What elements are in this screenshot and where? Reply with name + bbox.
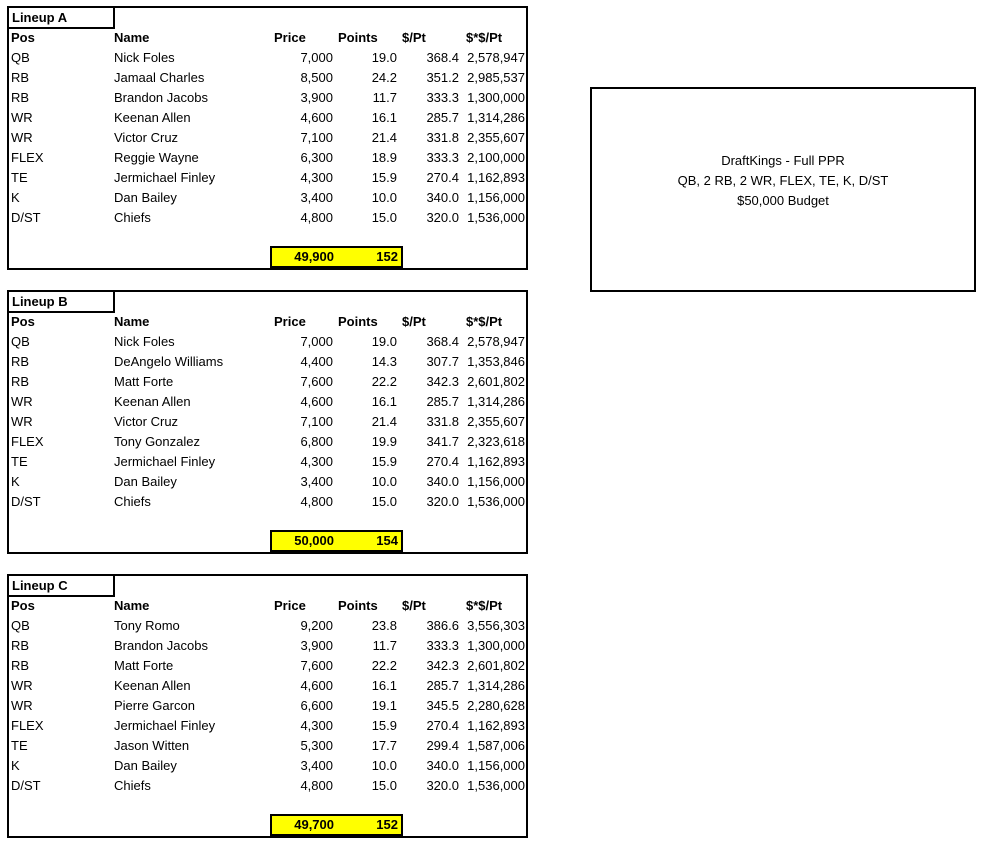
cell-pos: TE bbox=[11, 738, 28, 753]
cell-pos: WR bbox=[11, 130, 33, 145]
cell-sdp: 1,353,846 bbox=[467, 354, 525, 369]
table-row bbox=[7, 756, 528, 776]
cell-points: 10.0 bbox=[371, 758, 397, 773]
cell-dpp: 340.0 bbox=[426, 190, 459, 205]
cell-sdp: 2,601,802 bbox=[467, 658, 525, 673]
cell-price: 7,000 bbox=[300, 334, 333, 349]
lineup-table bbox=[7, 290, 528, 554]
cell-name: Dan Bailey bbox=[114, 190, 177, 205]
cell-name: Jermichael Finley bbox=[114, 170, 216, 185]
header-price: Price bbox=[274, 598, 306, 613]
cell-price: 5,300 bbox=[300, 738, 333, 753]
cell-sdp: 2,355,607 bbox=[467, 130, 525, 145]
cell-price: 4,300 bbox=[300, 718, 333, 733]
cell-points: 21.4 bbox=[371, 414, 397, 429]
cell-price: 4,400 bbox=[300, 354, 333, 369]
cell-sdp: 1,314,286 bbox=[467, 394, 525, 409]
header-price: Price bbox=[274, 314, 306, 329]
cell-name: Keenan Allen bbox=[114, 110, 191, 125]
cell-name: Jermichael Finley bbox=[114, 454, 216, 469]
cell-pos: QB bbox=[11, 618, 30, 633]
cell-sdp: 1,314,286 bbox=[467, 678, 525, 693]
cell-price: 3,400 bbox=[300, 758, 333, 773]
cell-points: 22.2 bbox=[371, 374, 397, 389]
cell-price: 7,600 bbox=[300, 374, 333, 389]
cell-pos: RB bbox=[11, 658, 30, 673]
cell-price: 4,800 bbox=[300, 778, 333, 793]
cell-dpp: 333.3 bbox=[426, 150, 459, 165]
cell-price: 7,000 bbox=[300, 50, 333, 65]
header-dollar-per-pt: $/Pt bbox=[402, 598, 426, 613]
cell-pos: RB bbox=[11, 354, 30, 369]
cell-sdp: 2,323,618 bbox=[467, 434, 525, 449]
cell-sdp: 1,536,000 bbox=[467, 778, 525, 793]
cell-dpp: 342.3 bbox=[426, 658, 459, 673]
cell-sdp: 2,280,628 bbox=[467, 698, 525, 713]
cell-points: 18.9 bbox=[371, 150, 397, 165]
cell-sdp: 1,300,000 bbox=[467, 638, 525, 653]
cell-price: 4,800 bbox=[300, 210, 333, 225]
cell-dpp: 342.3 bbox=[426, 374, 459, 389]
cell-pos: WR bbox=[11, 414, 33, 429]
cell-sdp: 2,100,000 bbox=[467, 150, 525, 165]
cell-sdp: 1,536,000 bbox=[467, 494, 525, 509]
table-row bbox=[7, 696, 528, 716]
table-row bbox=[7, 412, 528, 432]
cell-name: Tony Gonzalez bbox=[114, 434, 200, 449]
lineup-title: Lineup C bbox=[7, 574, 115, 597]
cell-sdp: 1,536,000 bbox=[467, 210, 525, 225]
table-row bbox=[7, 148, 528, 168]
total-price: 49,900 bbox=[294, 249, 334, 264]
table-row bbox=[7, 432, 528, 452]
cell-pos: WR bbox=[11, 110, 33, 125]
cell-name: Dan Bailey bbox=[114, 758, 177, 773]
cell-name: Victor Cruz bbox=[114, 130, 179, 145]
cell-points: 15.0 bbox=[371, 494, 397, 509]
cell-sdp: 1,162,893 bbox=[467, 170, 525, 185]
cell-dpp: 331.8 bbox=[426, 414, 459, 429]
cell-dpp: 285.7 bbox=[426, 394, 459, 409]
lineup-title: Lineup A bbox=[7, 6, 115, 29]
header-points: Points bbox=[338, 314, 378, 329]
cell-name: Pierre Garcon bbox=[114, 698, 195, 713]
cell-dpp: 340.0 bbox=[426, 474, 459, 489]
cell-pos: WR bbox=[11, 678, 33, 693]
header-dollar-sq-per-pt: $*$/Pt bbox=[466, 598, 503, 613]
cell-price: 4,600 bbox=[300, 110, 333, 125]
cell-price: 6,800 bbox=[300, 434, 333, 449]
cell-points: 23.8 bbox=[371, 618, 397, 633]
cell-price: 3,900 bbox=[300, 638, 333, 653]
cell-points: 22.2 bbox=[371, 658, 397, 673]
cell-name: Tony Romo bbox=[114, 618, 180, 633]
cell-dpp: 270.4 bbox=[426, 454, 459, 469]
cell-sdp: 1,156,000 bbox=[467, 474, 525, 489]
table-row bbox=[7, 168, 528, 188]
cell-sdp: 1,162,893 bbox=[467, 718, 525, 733]
lineup-table bbox=[7, 6, 528, 270]
cell-points: 19.9 bbox=[371, 434, 397, 449]
cell-pos: WR bbox=[11, 698, 33, 713]
total-price: 49,700 bbox=[294, 817, 334, 832]
cell-dpp: 368.4 bbox=[426, 50, 459, 65]
cell-points: 16.1 bbox=[371, 678, 397, 693]
cell-price: 7,600 bbox=[300, 658, 333, 673]
cell-pos: QB bbox=[11, 50, 30, 65]
cell-name: Jermichael Finley bbox=[114, 718, 216, 733]
cell-points: 10.0 bbox=[371, 190, 397, 205]
cell-name: Chiefs bbox=[114, 210, 151, 225]
lineup-table bbox=[7, 574, 528, 838]
cell-price: 4,600 bbox=[300, 678, 333, 693]
cell-sdp: 2,985,537 bbox=[467, 70, 525, 85]
cell-pos: D/ST bbox=[11, 494, 41, 509]
header-name: Name bbox=[114, 314, 150, 329]
cell-points: 16.1 bbox=[371, 110, 397, 125]
cell-points: 24.2 bbox=[371, 70, 397, 85]
cell-price: 9,200 bbox=[300, 618, 333, 633]
cell-pos: D/ST bbox=[11, 210, 41, 225]
table-row bbox=[7, 188, 528, 208]
table-row bbox=[7, 492, 528, 512]
cell-sdp: 1,156,000 bbox=[467, 758, 525, 773]
cell-sdp: 2,578,947 bbox=[467, 50, 525, 65]
cell-sdp: 1,156,000 bbox=[467, 190, 525, 205]
cell-name: Victor Cruz bbox=[114, 414, 179, 429]
cell-points: 15.9 bbox=[371, 170, 397, 185]
cell-name: Dan Bailey bbox=[114, 474, 177, 489]
cell-name: Keenan Allen bbox=[114, 678, 191, 693]
cell-pos: TE bbox=[11, 454, 28, 469]
cell-dpp: 333.3 bbox=[426, 638, 459, 653]
header-dollar-sq-per-pt: $*$/Pt bbox=[466, 314, 503, 329]
cell-sdp: 1,162,893 bbox=[467, 454, 525, 469]
cell-pos: RB bbox=[11, 374, 30, 389]
cell-points: 19.1 bbox=[371, 698, 397, 713]
cell-name: Brandon Jacobs bbox=[114, 638, 208, 653]
cell-name: Nick Foles bbox=[114, 334, 175, 349]
cell-pos: D/ST bbox=[11, 778, 41, 793]
cell-points: 15.9 bbox=[371, 718, 397, 733]
header-row bbox=[7, 312, 528, 332]
total-points: 152 bbox=[376, 249, 398, 264]
cell-dpp: 320.0 bbox=[426, 494, 459, 509]
cell-price: 3,900 bbox=[300, 90, 333, 105]
cell-pos: FLEX bbox=[11, 150, 44, 165]
cell-dpp: 320.0 bbox=[426, 210, 459, 225]
cell-pos: K bbox=[11, 758, 20, 773]
cell-name: Jamaal Charles bbox=[114, 70, 205, 85]
cell-dpp: 299.4 bbox=[426, 738, 459, 753]
header-price: Price bbox=[274, 30, 306, 45]
table-row bbox=[7, 88, 528, 108]
cell-price: 6,600 bbox=[300, 698, 333, 713]
cell-dpp: 270.4 bbox=[426, 718, 459, 733]
total-points: 152 bbox=[376, 817, 398, 832]
total-row bbox=[270, 814, 403, 836]
info-line-contest: DraftKings - Full PPR bbox=[721, 153, 845, 168]
table-row bbox=[7, 108, 528, 128]
table-row bbox=[7, 128, 528, 148]
cell-name: DeAngelo Williams bbox=[114, 354, 224, 369]
cell-points: 15.9 bbox=[371, 454, 397, 469]
cell-dpp: 270.4 bbox=[426, 170, 459, 185]
table-row bbox=[7, 676, 528, 696]
header-dollar-per-pt: $/Pt bbox=[402, 30, 426, 45]
total-price: 50,000 bbox=[294, 533, 334, 548]
total-row bbox=[270, 246, 403, 268]
cell-dpp: 331.8 bbox=[426, 130, 459, 145]
header-name: Name bbox=[114, 30, 150, 45]
cell-pos: RB bbox=[11, 638, 30, 653]
header-pos: Pos bbox=[11, 30, 35, 45]
cell-dpp: 333.3 bbox=[426, 90, 459, 105]
cell-name: Brandon Jacobs bbox=[114, 90, 208, 105]
cell-points: 19.0 bbox=[371, 334, 397, 349]
cell-name: Reggie Wayne bbox=[114, 150, 199, 165]
table-row bbox=[7, 716, 528, 736]
cell-dpp: 351.2 bbox=[426, 70, 459, 85]
cell-points: 11.7 bbox=[372, 638, 397, 653]
table-row bbox=[7, 352, 528, 372]
cell-points: 19.0 bbox=[371, 50, 397, 65]
cell-sdp: 1,314,286 bbox=[467, 110, 525, 125]
cell-price: 3,400 bbox=[300, 190, 333, 205]
cell-price: 3,400 bbox=[300, 474, 333, 489]
cell-points: 17.7 bbox=[371, 738, 397, 753]
cell-sdp: 2,601,802 bbox=[467, 374, 525, 389]
cell-pos: RB bbox=[11, 90, 30, 105]
table-row bbox=[7, 636, 528, 656]
cell-price: 8,500 bbox=[300, 70, 333, 85]
info-line-budget: $50,000 Budget bbox=[737, 193, 829, 208]
cell-pos: FLEX bbox=[11, 718, 44, 733]
cell-sdp: 2,578,947 bbox=[467, 334, 525, 349]
header-points: Points bbox=[338, 598, 378, 613]
total-points: 154 bbox=[376, 533, 398, 548]
cell-name: Chiefs bbox=[114, 778, 151, 793]
cell-pos: K bbox=[11, 474, 20, 489]
cell-sdp: 3,556,303 bbox=[467, 618, 525, 633]
table-row bbox=[7, 656, 528, 676]
cell-name: Matt Forte bbox=[114, 658, 174, 673]
header-row bbox=[7, 596, 528, 616]
cell-sdp: 2,355,607 bbox=[467, 414, 525, 429]
cell-dpp: 386.6 bbox=[426, 618, 459, 633]
cell-pos: TE bbox=[11, 170, 28, 185]
cell-name: Chiefs bbox=[114, 494, 151, 509]
table-row bbox=[7, 208, 528, 228]
cell-name: Nick Foles bbox=[114, 50, 175, 65]
table-row bbox=[7, 392, 528, 412]
cell-points: 16.1 bbox=[371, 394, 397, 409]
header-dollar-sq-per-pt: $*$/Pt bbox=[466, 30, 503, 45]
header-name: Name bbox=[114, 598, 150, 613]
cell-pos: K bbox=[11, 190, 20, 205]
lineup-title: Lineup B bbox=[7, 290, 115, 313]
info-box bbox=[590, 87, 976, 292]
cell-name: Keenan Allen bbox=[114, 394, 191, 409]
table-row bbox=[7, 472, 528, 492]
table-row bbox=[7, 48, 528, 68]
cell-sdp: 1,300,000 bbox=[467, 90, 525, 105]
cell-price: 4,600 bbox=[300, 394, 333, 409]
cell-price: 7,100 bbox=[300, 130, 333, 145]
cell-sdp: 1,587,006 bbox=[467, 738, 525, 753]
cell-dpp: 340.0 bbox=[426, 758, 459, 773]
cell-pos: WR bbox=[11, 394, 33, 409]
cell-dpp: 285.7 bbox=[426, 678, 459, 693]
header-points: Points bbox=[338, 30, 378, 45]
table-row bbox=[7, 736, 528, 756]
cell-dpp: 341.7 bbox=[426, 434, 459, 449]
header-pos: Pos bbox=[11, 598, 35, 613]
cell-price: 4,300 bbox=[300, 170, 333, 185]
cell-points: 11.7 bbox=[372, 90, 397, 105]
cell-pos: RB bbox=[11, 70, 30, 85]
cell-points: 10.0 bbox=[371, 474, 397, 489]
cell-pos: FLEX bbox=[11, 434, 44, 449]
cell-price: 4,300 bbox=[300, 454, 333, 469]
header-row bbox=[7, 28, 528, 48]
cell-price: 4,800 bbox=[300, 494, 333, 509]
table-row bbox=[7, 372, 528, 392]
cell-points: 14.3 bbox=[371, 354, 397, 369]
cell-name: Matt Forte bbox=[114, 374, 174, 389]
cell-dpp: 320.0 bbox=[426, 778, 459, 793]
table-row bbox=[7, 616, 528, 636]
table-row bbox=[7, 68, 528, 88]
cell-dpp: 368.4 bbox=[426, 334, 459, 349]
cell-price: 7,100 bbox=[300, 414, 333, 429]
cell-pos: QB bbox=[11, 334, 30, 349]
header-pos: Pos bbox=[11, 314, 35, 329]
cell-points: 21.4 bbox=[371, 130, 397, 145]
total-row bbox=[270, 530, 403, 552]
cell-dpp: 307.7 bbox=[426, 354, 459, 369]
info-line-positions: QB, 2 RB, 2 WR, FLEX, TE, K, D/ST bbox=[677, 173, 889, 188]
table-row bbox=[7, 776, 528, 796]
table-row bbox=[7, 332, 528, 352]
cell-price: 6,300 bbox=[300, 150, 333, 165]
table-row bbox=[7, 452, 528, 472]
cell-dpp: 345.5 bbox=[426, 698, 459, 713]
cell-name: Jason Witten bbox=[114, 738, 190, 753]
cell-points: 15.0 bbox=[371, 778, 397, 793]
header-dollar-per-pt: $/Pt bbox=[402, 314, 426, 329]
cell-dpp: 285.7 bbox=[426, 110, 459, 125]
cell-points: 15.0 bbox=[371, 210, 397, 225]
